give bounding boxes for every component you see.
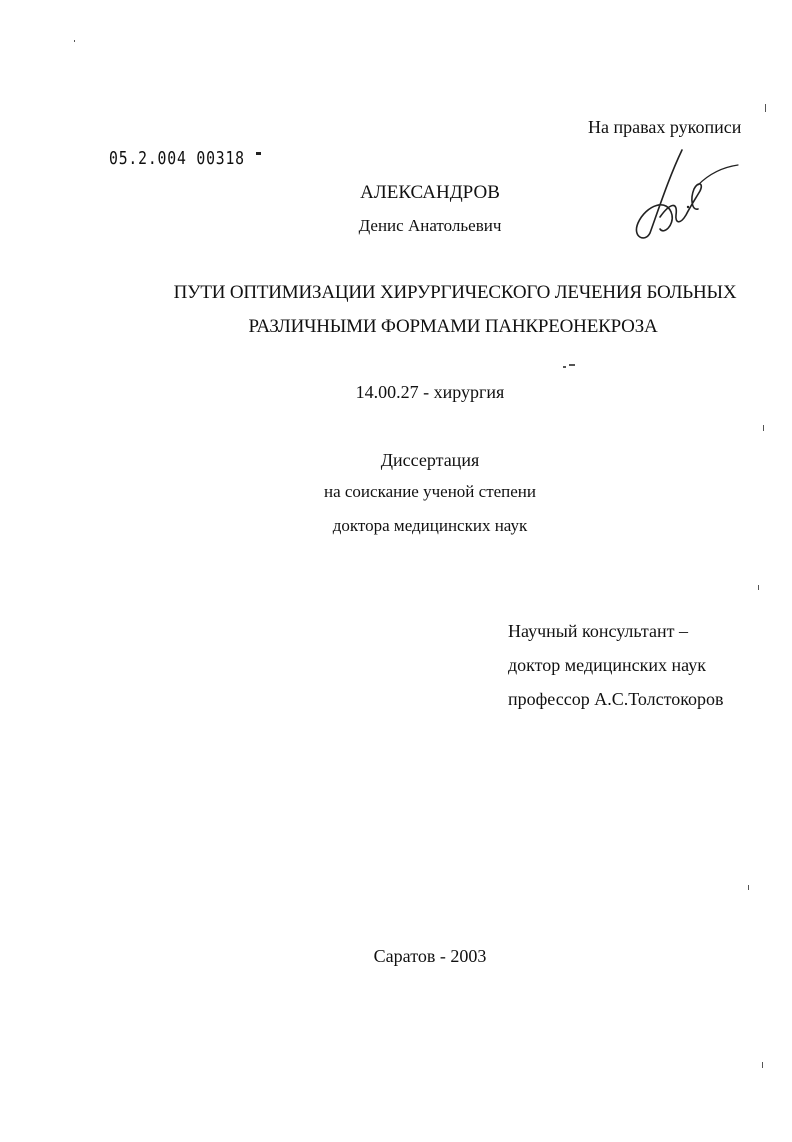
consultant-block <box>508 614 724 716</box>
consultant-degree: доктор медицинских наук <box>508 655 706 675</box>
archive-code: 05.2.004 00318 <box>109 148 245 169</box>
scan-speck <box>765 104 766 112</box>
title-line-1: ПУТИ ОПТИМИЗАЦИИ ХИРУРГИЧЕСКОГО ЛЕЧЕНИЯ БОЛЬНЫХ <box>173 282 737 303</box>
author-name: Денис Анатольевич <box>358 216 502 235</box>
specialty: 14.00.27 - хирургия <box>355 382 505 402</box>
scan-speck <box>748 885 749 890</box>
scan-speck <box>763 425 764 431</box>
scan-speck <box>74 40 75 42</box>
author-surname: АЛЕКСАНДРОВ <box>360 182 500 203</box>
rights-note: На правах рукописи <box>588 117 742 137</box>
consultant-name: профессор А.С.Толстокоров <box>508 689 724 709</box>
scan-speck <box>563 366 566 368</box>
place-year: Саратов - 2003 <box>373 946 487 966</box>
document-type: Диссертация <box>380 450 480 470</box>
title-line-2: РАЗЛИЧНЫМИ ФОРМАМИ ПАНКРЕОНЕКРОЗА <box>248 316 658 337</box>
scan-speck <box>569 364 575 366</box>
consultant-role: Научный консультант – <box>508 621 688 641</box>
degree-line-2: доктора медицинских наук <box>332 516 528 535</box>
scan-speck <box>762 1062 763 1068</box>
degree-line-1: на соискание ученой степени <box>323 482 537 501</box>
scan-speck <box>758 585 759 590</box>
scan-speck <box>256 152 261 155</box>
